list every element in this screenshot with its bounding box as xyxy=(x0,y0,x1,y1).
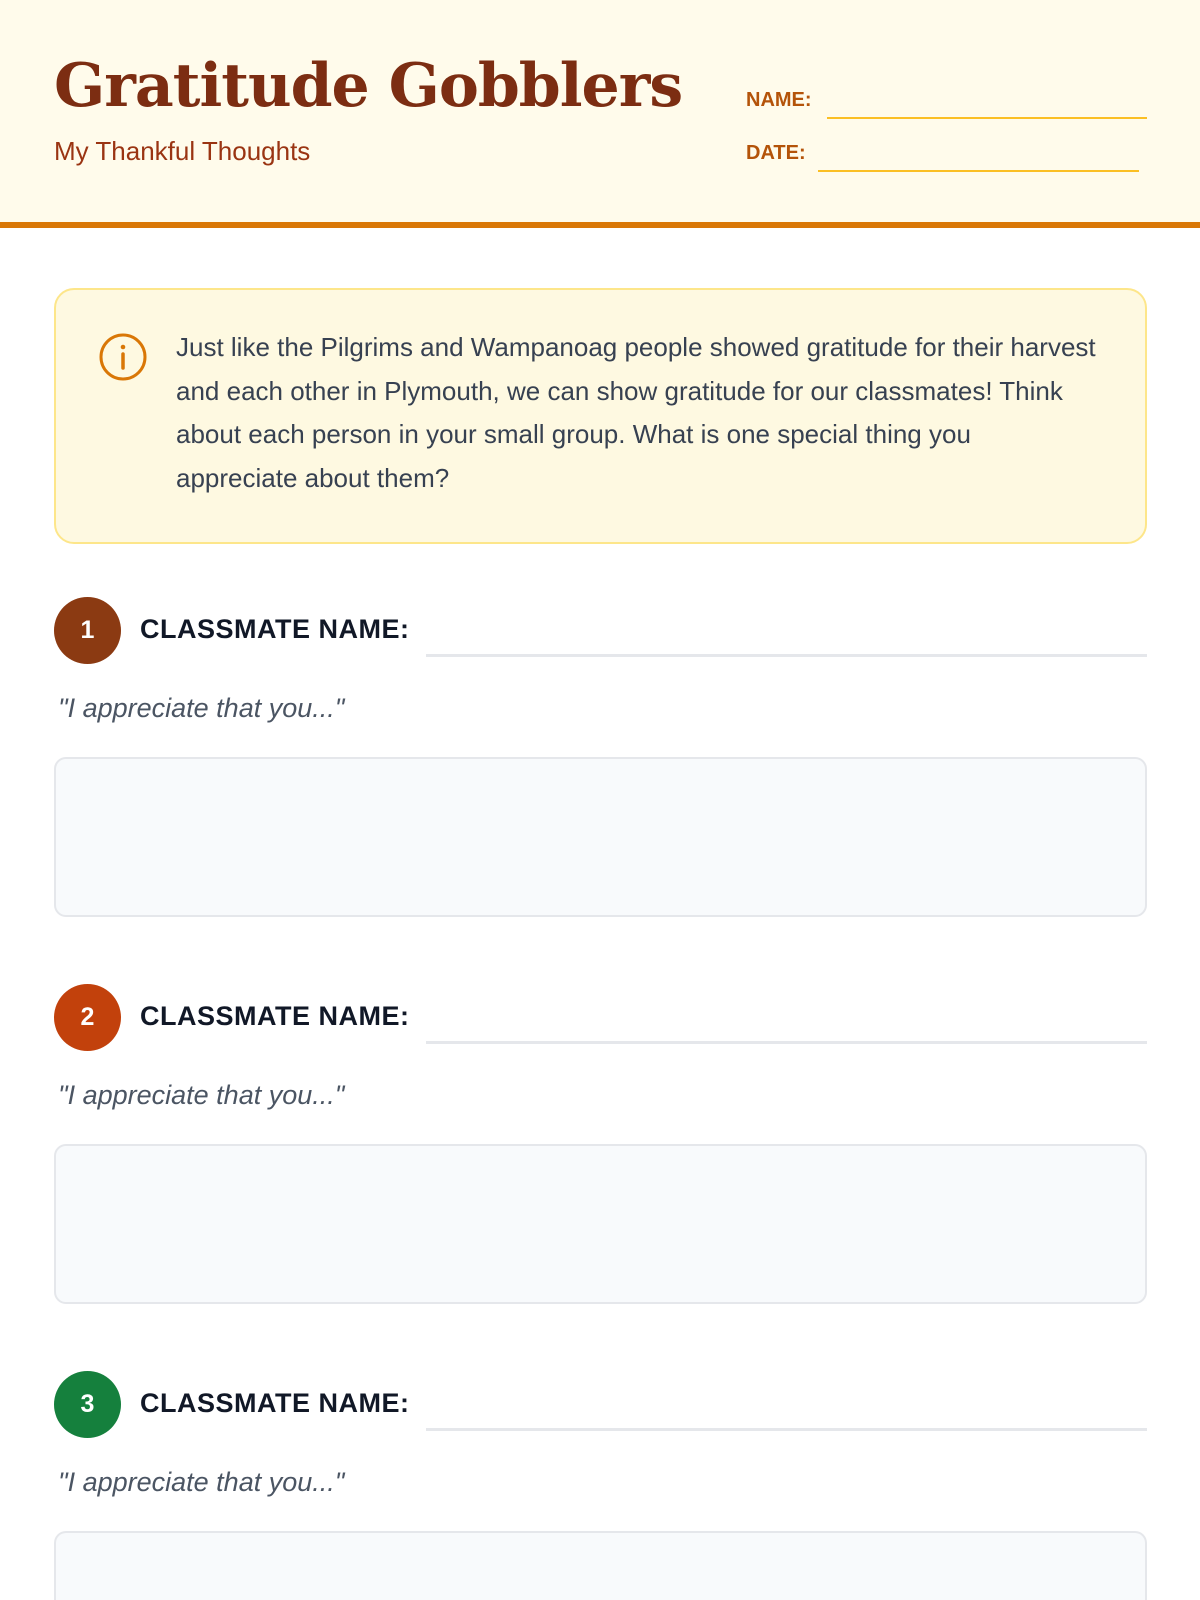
section-number-badge: 3 xyxy=(54,1371,121,1438)
appreciation-prompt: "I appreciate that you..." xyxy=(58,693,345,723)
classmate-name-label: CLASSMATE NAME: xyxy=(140,1388,410,1418)
worksheet-header xyxy=(0,0,1200,228)
appreciation-answer-box[interactable] xyxy=(54,1144,1147,1304)
instructions-text: Just like the Pilgrims and Wampanoag people showed gratitude for their harvest and each other in Plymouth, we can show gratitude for our classmates! Think about each person in your small group. What is one special thing you appreciate about them? xyxy=(176,332,1096,493)
appreciation-answer-box[interactable] xyxy=(54,1531,1147,1600)
appreciation-prompt: "I appreciate that you..." xyxy=(58,1080,345,1110)
name-label: NAME: xyxy=(746,89,812,111)
classmate-name-label: CLASSMATE NAME: xyxy=(140,1001,410,1031)
worksheet-title: Gratitude Gobblers xyxy=(54,51,683,121)
appreciation-answer-box[interactable] xyxy=(54,757,1147,917)
instructions-box xyxy=(54,288,1147,544)
section-number-badge: 1 xyxy=(54,597,121,664)
classmate-name-label: CLASSMATE NAME: xyxy=(140,614,410,644)
appreciation-prompt: "I appreciate that you..." xyxy=(58,1467,345,1497)
classmate-name-field[interactable] xyxy=(426,1428,1147,1431)
classmate-name-field[interactable] xyxy=(426,654,1147,657)
worksheet-subtitle: My Thankful Thoughts xyxy=(54,136,311,166)
name-field[interactable] xyxy=(827,117,1147,119)
classmate-name-field[interactable] xyxy=(426,1041,1147,1044)
info-circle-icon xyxy=(98,332,148,382)
section-number-badge: 2 xyxy=(54,984,121,1051)
date-label: DATE: xyxy=(746,142,806,164)
date-field[interactable] xyxy=(818,170,1139,172)
